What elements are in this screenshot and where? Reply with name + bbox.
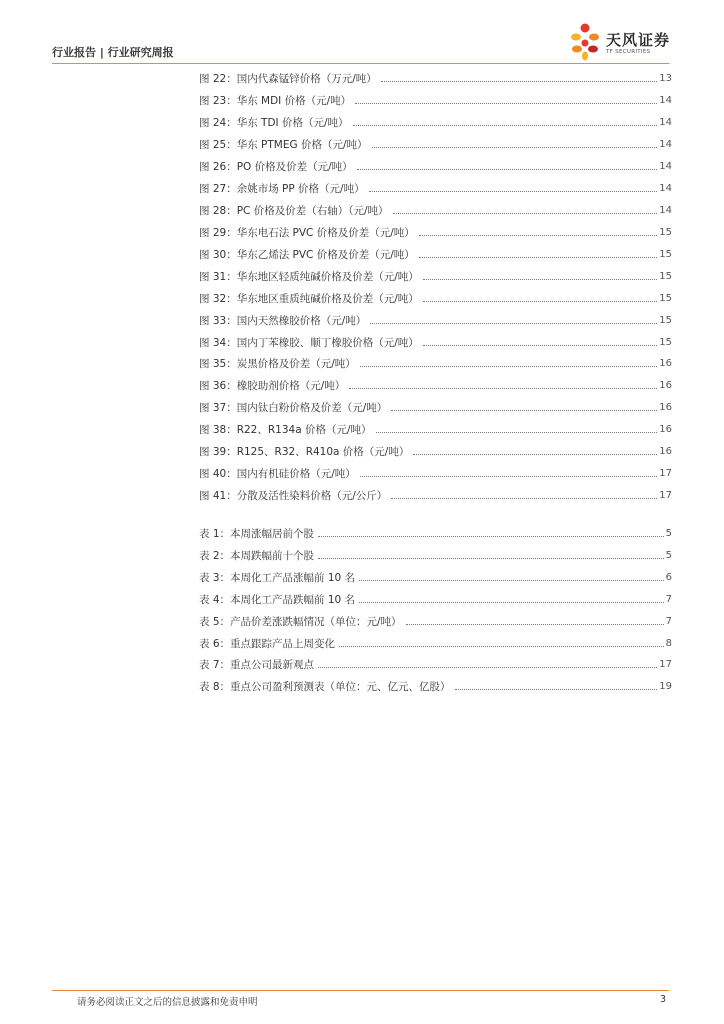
toc-entry-page: 19 [659, 681, 672, 693]
toc-leader-dots [381, 81, 658, 82]
toc-entry-label: 表 4：本周化工产品跌幅前 10 名 [199, 593, 356, 606]
logo-name-cn: 天风证券 [606, 31, 671, 49]
toc-entry-label: 图 28：PC 价格及价差（右轴）（元/吨） [199, 204, 389, 217]
toc-entry-page: 7 [665, 593, 672, 605]
flower-logo-icon [568, 22, 604, 62]
toc-entry-label: 表 3：本周化工产品涨幅前 10 名 [199, 571, 356, 584]
toc-leader-dots [360, 366, 658, 367]
footer-divider [52, 990, 669, 991]
toc-leader-dots [423, 301, 658, 302]
toc-entry-figure-23[interactable] [199, 90, 672, 112]
toc-entry-label: 图 29：华东电石法 PVC 价格及价差（元/吨） [199, 226, 415, 239]
toc-entry-figure-38[interactable] [199, 419, 672, 441]
toc-entry-figure-34[interactable] [199, 331, 672, 353]
toc-entry-table-8[interactable] [199, 676, 672, 698]
toc-entry-figure-36[interactable] [199, 375, 672, 397]
toc-entry-label: 图 22：国内代森锰锌价格（万元/吨） [199, 73, 377, 86]
toc-entry-page: 14 [659, 183, 672, 195]
toc-entry-figure-24[interactable] [199, 112, 672, 134]
figure-list [199, 68, 672, 506]
toc-entry-label: 图 24：华东 TDI 价格（元/吨） [199, 117, 349, 130]
toc-entry-page: 16 [659, 424, 672, 436]
toc-entry-label: 图 25：华东 PTMEG 价格（元/吨） [199, 139, 368, 152]
toc-entry-page: 8 [665, 637, 672, 649]
toc-section-gap [199, 506, 672, 522]
toc-entry-page: 14 [659, 139, 672, 151]
toc-entry-figure-37[interactable] [199, 397, 672, 419]
toc-leader-dots [455, 689, 658, 690]
toc-entry-page: 14 [659, 95, 672, 107]
toc-entry-figure-22[interactable] [199, 68, 672, 90]
toc-leader-dots [318, 536, 664, 537]
toc-entry-label: 表 5：产品价差涨跌幅情况（单位：元/吨） [199, 615, 402, 628]
toc-entry-table-1[interactable] [199, 522, 672, 544]
toc-entry-page: 15 [659, 314, 672, 326]
toc-entry-label: 表 1：本周涨幅居前个股 [199, 527, 315, 540]
toc-entry-table-6[interactable] [199, 632, 672, 654]
report-header: 行业报告 | 行业研究周报 [52, 46, 174, 59]
toc-entry-page: 14 [659, 161, 672, 173]
toc-leader-dots [413, 454, 657, 455]
toc-entry-page: 5 [665, 549, 672, 561]
toc-entry-label: 图 33：国内天然橡胶价格（元/吨） [199, 314, 367, 327]
logo-name-en: TF SECURITIES [606, 49, 651, 55]
toc-entry-page: 15 [659, 226, 672, 238]
toc-entry-label: 表 8：重点公司盈利预测表（单位：元、亿元、亿股） [199, 681, 451, 694]
toc-entry-page: 17 [659, 659, 672, 671]
toc-leader-dots [318, 667, 657, 668]
toc-entry-label: 图 39：R125、R32、R410a 价格（元/吨） [199, 446, 410, 459]
toc-entry-page: 15 [659, 336, 672, 348]
toc-entry-page: 17 [659, 468, 672, 480]
toc-leader-dots [318, 558, 664, 559]
toc-entry-table-3[interactable] [199, 566, 672, 588]
toc-entry-table-2[interactable] [199, 544, 672, 566]
toc-entry-figure-27[interactable] [199, 178, 672, 200]
toc-entry-figure-33[interactable] [199, 309, 672, 331]
toc-entry-label: 表 6：重点跟踪产品上周变化 [199, 637, 336, 650]
toc-entry-label: 图 40：国内有机硅价格（元/吨） [199, 468, 356, 481]
header-divider [52, 63, 669, 64]
toc-leader-dots [372, 147, 658, 148]
toc-entry-table-4[interactable] [199, 588, 672, 610]
toc-entry-label: 图 27：余姚市场 PP 价格（元/吨） [199, 183, 365, 196]
toc-entry-figure-30[interactable] [199, 243, 672, 265]
toc-entry-page: 14 [659, 204, 672, 216]
table-list [199, 522, 672, 697]
toc-entry-label: 图 37：国内钛白粉价格及价差（元/吨） [199, 402, 388, 415]
toc-leader-dots [406, 624, 664, 625]
toc-entry-table-7[interactable] [199, 654, 672, 676]
page-number: 3 [659, 994, 666, 1005]
table-of-contents [199, 68, 672, 698]
toc-entry-page: 5 [665, 527, 672, 539]
toc-entry-label: 图 41：分散及活性染料价格（元/公斤） [199, 489, 388, 502]
toc-entry-label: 图 26：PO 价格及价差（元/吨） [199, 161, 353, 174]
toc-entry-label: 表 7：重点公司最新观点 [199, 659, 315, 672]
toc-entry-table-5[interactable] [199, 610, 672, 632]
toc-entry-page: 7 [665, 615, 672, 627]
toc-leader-dots [370, 323, 657, 324]
toc-entry-figure-26[interactable] [199, 156, 672, 178]
toc-entry-page: 16 [659, 358, 672, 370]
toc-leader-dots [369, 191, 658, 192]
toc-leader-dots [423, 345, 658, 346]
toc-leader-dots [339, 646, 664, 647]
toc-entry-figure-40[interactable] [199, 463, 672, 485]
toc-entry-figure-39[interactable] [199, 441, 672, 463]
toc-entry-figure-29[interactable] [199, 221, 672, 243]
toc-entry-figure-32[interactable] [199, 287, 672, 309]
toc-entry-page: 16 [659, 446, 672, 458]
toc-entry-page: 17 [659, 489, 672, 501]
toc-entry-page: 14 [659, 117, 672, 129]
toc-leader-dots [376, 432, 658, 433]
toc-leader-dots [393, 213, 658, 214]
toc-leader-dots [355, 103, 657, 104]
toc-entry-label: 图 23：华东 MDI 价格（元/吨） [199, 95, 352, 108]
toc-leader-dots [349, 388, 657, 389]
toc-entry-label: 图 32：华东地区重质纯碱价格及价差（元/吨） [199, 292, 419, 305]
toc-leader-dots [360, 476, 658, 477]
toc-entry-page: 15 [659, 270, 672, 282]
toc-leader-dots [391, 498, 657, 499]
toc-entry-label: 图 34：国内丁苯橡胶、顺丁橡胶价格（元/吨） [199, 336, 419, 349]
toc-entry-figure-28[interactable] [199, 200, 672, 222]
company-logo [568, 22, 678, 62]
toc-entry-figure-31[interactable] [199, 265, 672, 287]
toc-entry-page: 15 [659, 292, 672, 304]
toc-leader-dots [359, 602, 664, 603]
toc-entry-label: 图 31：华东地区轻质纯碱价格及价差（元/吨） [199, 270, 419, 283]
toc-entry-page: 15 [659, 248, 672, 260]
toc-entry-label: 表 2：本周跌幅前十个股 [199, 549, 315, 562]
toc-entry-label: 图 35：炭黑价格及价差（元/吨） [199, 358, 356, 371]
toc-leader-dots [419, 235, 658, 236]
toc-entry-page: 6 [665, 571, 672, 583]
toc-entry-figure-35[interactable] [199, 353, 672, 375]
toc-entry-page: 13 [659, 73, 672, 85]
toc-entry-label: 图 30：华东乙烯法 PVC 价格及价差（元/吨） [199, 248, 415, 261]
toc-leader-dots [353, 125, 658, 126]
toc-leader-dots [391, 410, 657, 411]
toc-entry-figure-25[interactable] [199, 134, 672, 156]
toc-leader-dots [423, 279, 658, 280]
toc-entry-page: 16 [659, 380, 672, 392]
toc-entry-page: 16 [659, 402, 672, 414]
toc-leader-dots [419, 257, 658, 258]
toc-entry-label: 图 38：R22、R134a 价格（元/吨） [199, 424, 372, 437]
toc-leader-dots [359, 580, 664, 581]
toc-leader-dots [357, 169, 658, 170]
toc-entry-figure-41[interactable] [199, 485, 672, 507]
footer-disclaimer: 请务必阅读正文之后的信息披露和免责申明 [77, 997, 258, 1008]
toc-entry-label: 图 36：橡胶助剂价格（元/吨） [199, 380, 346, 393]
